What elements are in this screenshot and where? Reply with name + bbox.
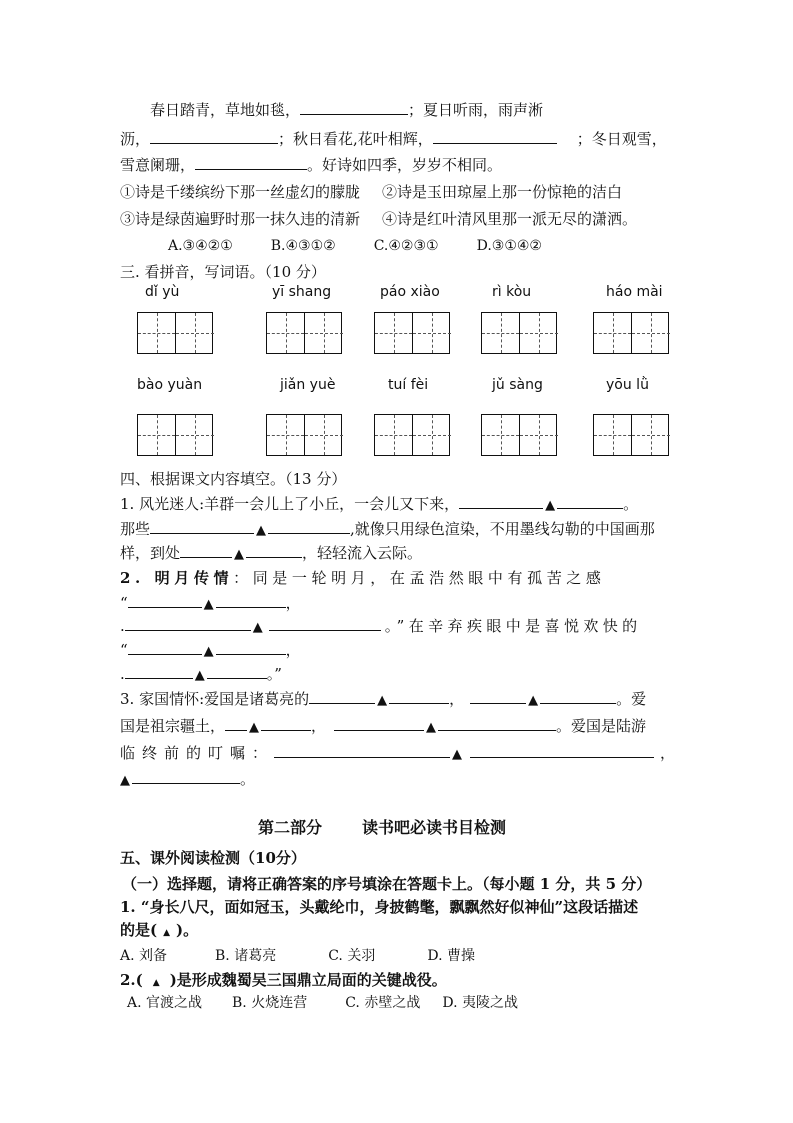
q2-line-5	[120, 664, 282, 686]
triangle-marker: ▲	[528, 693, 539, 708]
pinyin: páo xiào	[380, 284, 440, 300]
pinyin: tuí fèi	[388, 377, 429, 393]
triangle-marker: ▲	[249, 720, 260, 735]
q3-text: 临终前的叮嘱：	[120, 744, 275, 762]
blank[interactable]	[557, 494, 623, 509]
writing-grid[interactable]	[374, 312, 450, 354]
q2-text: “	[120, 594, 128, 612]
pinyin: jiǎn yuè	[280, 377, 336, 393]
writing-grid[interactable]	[266, 312, 342, 354]
options-row	[168, 236, 542, 256]
intro-line-1	[150, 100, 543, 120]
blank[interactable]	[269, 616, 381, 631]
blank[interactable]	[268, 519, 350, 534]
intro-text: ；秋日看花,花叶相辉，	[278, 130, 433, 148]
section-4-title: 四、根据课文内容填空。（13 分）	[120, 470, 347, 488]
q3-text: 。爱	[616, 690, 647, 708]
blank[interactable]	[180, 543, 232, 558]
q1-text: 样，到处	[120, 544, 181, 562]
section-3-title: 三. 看拼音，写词语。（10 分）	[120, 263, 326, 281]
blank[interactable]	[216, 593, 286, 608]
triangle-marker: ▲	[234, 547, 245, 562]
blank[interactable]	[459, 494, 543, 509]
part-2-title	[258, 818, 506, 838]
sentence-4: ④诗是红叶清风里那一派无尽的潇洒。	[382, 210, 638, 228]
blank[interactable]	[470, 743, 654, 758]
q2-text: ，	[285, 641, 301, 659]
blank[interactable]	[274, 743, 450, 758]
part-heading: 读书吧必读书目检测	[362, 818, 507, 837]
blank[interactable]	[300, 100, 408, 115]
sentence-row-2	[120, 209, 637, 229]
q1-text: ，轻轻流入云际。	[302, 544, 423, 562]
q3-line-2	[120, 716, 646, 738]
writing-grid[interactable]	[593, 414, 669, 456]
option-d[interactable]: D. 曹操	[427, 948, 475, 964]
option-b[interactable]: B.④③①②	[270, 238, 336, 254]
triangle-marker: ▲	[252, 620, 263, 635]
triangle-marker: ▲	[256, 523, 267, 538]
pinyin: yōu lǜ	[606, 377, 649, 393]
writing-grid[interactable]	[137, 414, 213, 456]
intro-text: ；冬日观雪，	[576, 130, 667, 148]
writing-grid[interactable]	[374, 414, 450, 456]
q3-line-3	[120, 743, 675, 765]
blank[interactable]	[389, 689, 449, 704]
triangle-marker: ▲	[203, 644, 214, 659]
writing-grid[interactable]	[137, 312, 213, 354]
option-c[interactable]: C. 赤壁之战	[345, 995, 421, 1011]
blank[interactable]	[334, 716, 424, 731]
q2-text: “	[120, 641, 128, 659]
intro-text: 雪意阑珊，	[120, 156, 196, 174]
q1-line-3	[120, 543, 422, 565]
q3-label: 3. 家国情怀	[120, 690, 200, 708]
blank[interactable]	[246, 543, 302, 558]
q3-line-4	[120, 769, 255, 791]
section-5-sub: （一）选择题，请将正确答案的序号填涂在答题卡上。（每小题 1 分，共 5 分）	[122, 875, 652, 893]
triangle-marker: ▲	[120, 773, 130, 788]
writing-grid[interactable]	[481, 414, 557, 456]
intro-text: 春日踏青，草地如毯，	[150, 101, 301, 119]
blank[interactable]	[433, 129, 557, 144]
q2-label: 2. 明月传情	[120, 569, 234, 587]
pinyin: bào yuàn	[137, 377, 203, 393]
pinyin: yī shang	[272, 284, 332, 300]
triangle-marker: ▲	[377, 693, 388, 708]
blank[interactable]	[128, 640, 202, 655]
q2-text: 。”在辛弃疾眼中是喜悦欢快的	[384, 617, 642, 635]
option-b[interactable]: B. 火烧连营	[232, 995, 308, 1011]
pinyin: dǐ yù	[145, 284, 180, 300]
writing-grid[interactable]	[266, 414, 342, 456]
q-text: )是形成魏蜀吴三国鼎立局面的关键战役。	[169, 971, 447, 989]
q3-text: 。	[240, 770, 256, 788]
triangle-marker: ▲	[452, 747, 463, 762]
q2-text: ，	[285, 594, 301, 612]
q3-text: 国是祖宗疆土，	[120, 717, 226, 735]
triangle-marker: ▲	[203, 597, 214, 612]
q1-text: ,就像只用绿色渲染，不用墨线勾勒的中国画那	[350, 520, 655, 538]
q2-text: 。”	[266, 665, 282, 683]
q3-text: ，	[660, 744, 676, 762]
triangle-marker: ▲	[194, 668, 205, 683]
q1-line-1	[120, 494, 638, 516]
triangle-marker: ▲	[152, 978, 160, 988]
q-text: )。	[176, 921, 199, 939]
blank[interactable]	[150, 519, 254, 534]
intro-text: ；夏日听雨，雨声淅	[408, 101, 544, 119]
q3-text: :爱国是诸葛亮的	[199, 690, 310, 708]
q2-text: ：同是一轮明月，在孟浩然眼中有孤苦之感	[233, 569, 606, 587]
q3-text: ，	[311, 717, 327, 735]
s5-q2-line	[120, 970, 447, 993]
option-d[interactable]: D. 夷陵之战	[442, 995, 518, 1011]
q-text: 2.(	[120, 971, 143, 989]
q2-line-2	[120, 593, 301, 615]
s5-q1-line-1: 1. “身长八尺，面如冠玉，头戴纶巾，身披鹤氅，飘飘然好似神仙”这段话描述	[120, 898, 639, 916]
intro-text: 。好诗如四季，岁岁不相同。	[307, 156, 503, 174]
option-d[interactable]: D.③①④②	[476, 238, 542, 254]
q3-text: 。爱国是陆游	[556, 717, 647, 735]
blank[interactable]	[195, 155, 307, 170]
part-label: 第二部分	[258, 818, 323, 837]
option-c[interactable]: C.④②③①	[373, 238, 439, 254]
option-a[interactable]: A. 刘备	[120, 948, 168, 964]
q1-label: 1. 风光迷人	[120, 495, 200, 513]
blank[interactable]	[309, 689, 375, 704]
q1-text: :羊群一会儿上了小丘，一会儿又下来，	[199, 495, 460, 513]
blank[interactable]	[132, 769, 240, 784]
s5-q1-options	[120, 946, 475, 966]
q-text: 的是(	[120, 921, 158, 939]
option-c[interactable]: C. 关羽	[328, 948, 376, 964]
q1-text: 那些	[120, 520, 151, 538]
s5-q2-options	[127, 993, 518, 1013]
blank[interactable]	[216, 640, 286, 655]
intro-line-2	[120, 129, 667, 149]
blank[interactable]	[225, 716, 247, 731]
blank[interactable]	[438, 716, 556, 731]
pinyin: háo mài	[606, 284, 663, 300]
sentence-3: ③诗是绿茵遍野时那一抹久违的清新	[120, 210, 361, 228]
sentence-1: ①诗是千缕缤纷下那一丝虚幻的朦胧	[120, 183, 361, 201]
q1-text: 。	[623, 495, 639, 513]
blank[interactable]	[540, 689, 616, 704]
intro-line-3	[120, 155, 502, 175]
blank[interactable]	[125, 616, 251, 631]
pinyin: rì kòu	[492, 284, 532, 300]
blank[interactable]	[150, 129, 278, 144]
q1-line-2	[120, 519, 655, 541]
q3-text: ，	[449, 690, 465, 708]
q2-line-3	[120, 616, 642, 638]
sentence-row-1	[120, 182, 622, 202]
triangle-marker: ▲	[545, 498, 556, 513]
intro-text: 沥，	[120, 130, 151, 148]
option-b[interactable]: B. 诸葛亮	[215, 948, 277, 964]
option-a[interactable]: A. 官渡之战	[127, 995, 203, 1011]
q2-text: .	[120, 617, 125, 635]
blank[interactable]	[128, 593, 202, 608]
sentence-2: ②诗是玉田琼屋上那一份惊艳的洁白	[382, 183, 623, 201]
q3-line-1	[120, 689, 646, 711]
q2-line-4	[120, 640, 301, 662]
pinyin: jǔ sàng	[492, 377, 543, 393]
s5-q1-line-2	[120, 920, 198, 943]
blank[interactable]	[125, 664, 193, 679]
writing-grid[interactable]	[593, 312, 669, 354]
blank[interactable]	[207, 664, 267, 679]
blank[interactable]	[261, 716, 311, 731]
blank[interactable]	[470, 689, 526, 704]
triangle-marker: ▲	[163, 928, 171, 938]
writing-grid[interactable]	[481, 312, 557, 354]
section-5-title: 五、课外阅读检测（10分）	[120, 849, 306, 867]
q2-line-1	[120, 568, 606, 588]
q2-text: .	[120, 665, 125, 683]
triangle-marker: ▲	[426, 720, 437, 735]
option-a[interactable]: A.③④②①	[168, 238, 233, 254]
